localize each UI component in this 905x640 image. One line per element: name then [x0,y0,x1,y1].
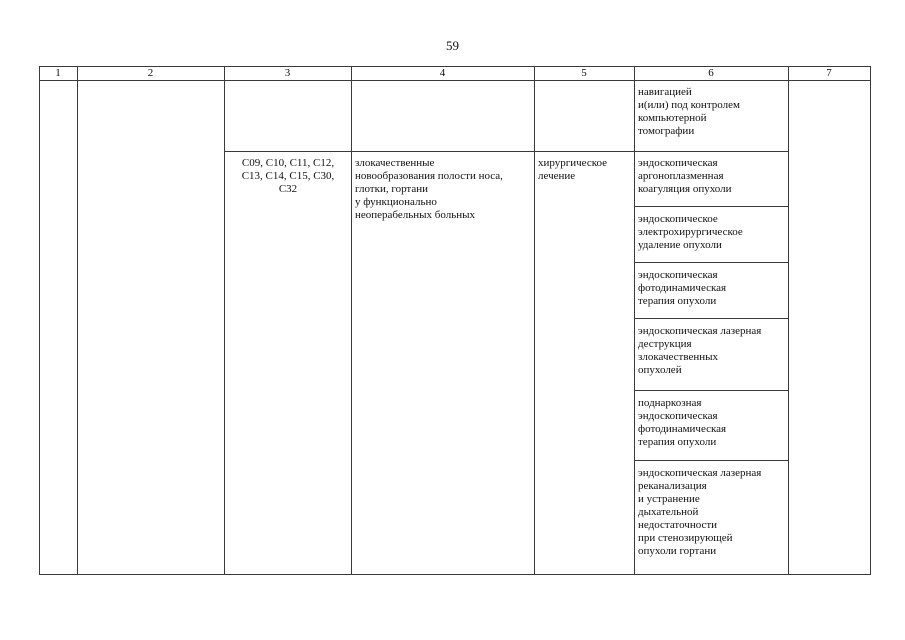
page-number: 59 [446,38,459,53]
text-line: опухоли гортани [638,545,717,557]
header-col-6: 6 [708,67,714,79]
text-line: злокачественные [355,157,435,169]
text-line: хирургическое [538,157,608,169]
text-line: томографии [638,125,695,137]
text-line: удаление опухоли [638,239,722,251]
method-item [638,325,786,377]
text-line: C32 [278,183,298,195]
header-col-5: 5 [581,67,587,79]
method-item [638,397,786,449]
diagnosis-cell [355,157,531,222]
method-item [638,467,786,558]
text-line: реканализация [638,480,707,492]
col6-item-separator [634,262,788,263]
text-line: неоперабельных больных [355,209,476,221]
header-col-7: 7 [826,67,832,79]
text-line: у функционально [355,196,437,208]
header-col-2: 2 [147,67,154,79]
text-line: эндоскопическое [638,213,718,225]
text-line: электрохирургическое [638,226,743,238]
text-line: навигацией [638,86,692,98]
col-border [39,66,40,575]
col6-item-separator [634,318,788,319]
text-line: C09, C10, C11, C12, [241,157,335,169]
treatment-type-cell [538,157,632,183]
text-line: поднаркозная [638,397,702,409]
text-line: при стенозирующей [638,532,733,544]
text-line: эндоскопическая [638,157,718,169]
col-border [634,66,635,575]
col-border [788,66,789,575]
text-line: коагуляция опухоли [638,183,732,195]
text-line: недостаточности [638,519,718,531]
method-item [638,157,786,196]
col6-item-separator [634,460,788,461]
row-separator [224,151,788,152]
text-line: аргоноплазменная [638,170,724,182]
text-line: терапия опухоли [638,436,717,448]
text-line: лечение [538,170,576,182]
col6-item-separator [634,206,788,207]
header-bottom-border [39,80,871,81]
header-col-4: 4 [439,67,446,79]
text-line: эндоскопическая [638,410,718,422]
col6-item-separator [634,390,788,391]
text-line: и устранение [638,493,700,505]
text-line: эндоскопическая лазерная [638,467,762,479]
col-border [351,66,352,575]
text-line: глотки, гортани [355,183,429,195]
table-bottom-border [39,574,871,575]
col-border [534,66,535,575]
header-col-1: 1 [55,67,61,79]
row1-method-cell [638,86,786,138]
icd-codes-cell [228,157,348,196]
method-item [638,269,786,308]
text-line: эндоскопическая лазерная [638,325,762,337]
text-line: фотодинамическая [638,282,727,294]
text-line: и(или) под контролем [638,99,740,111]
header-col-3: 3 [284,67,291,79]
text-line: дыхательной [638,506,699,518]
col-border [870,66,871,575]
text-line: злокачественных [638,351,719,363]
method-item [638,213,786,252]
text-line: терапия опухоли [638,295,717,307]
text-line: деструкция [638,338,692,350]
col-border [224,66,225,575]
text-line: новообразования полости носа, [355,170,503,182]
col-border [77,66,78,575]
text-line: фотодинамическая [638,423,727,435]
text-line: C13, C14, C15, C30, [241,170,335,182]
text-line: эндоскопическая [638,269,718,281]
text-line: опухолей [638,364,682,376]
text-line: компьютерной [638,112,707,124]
